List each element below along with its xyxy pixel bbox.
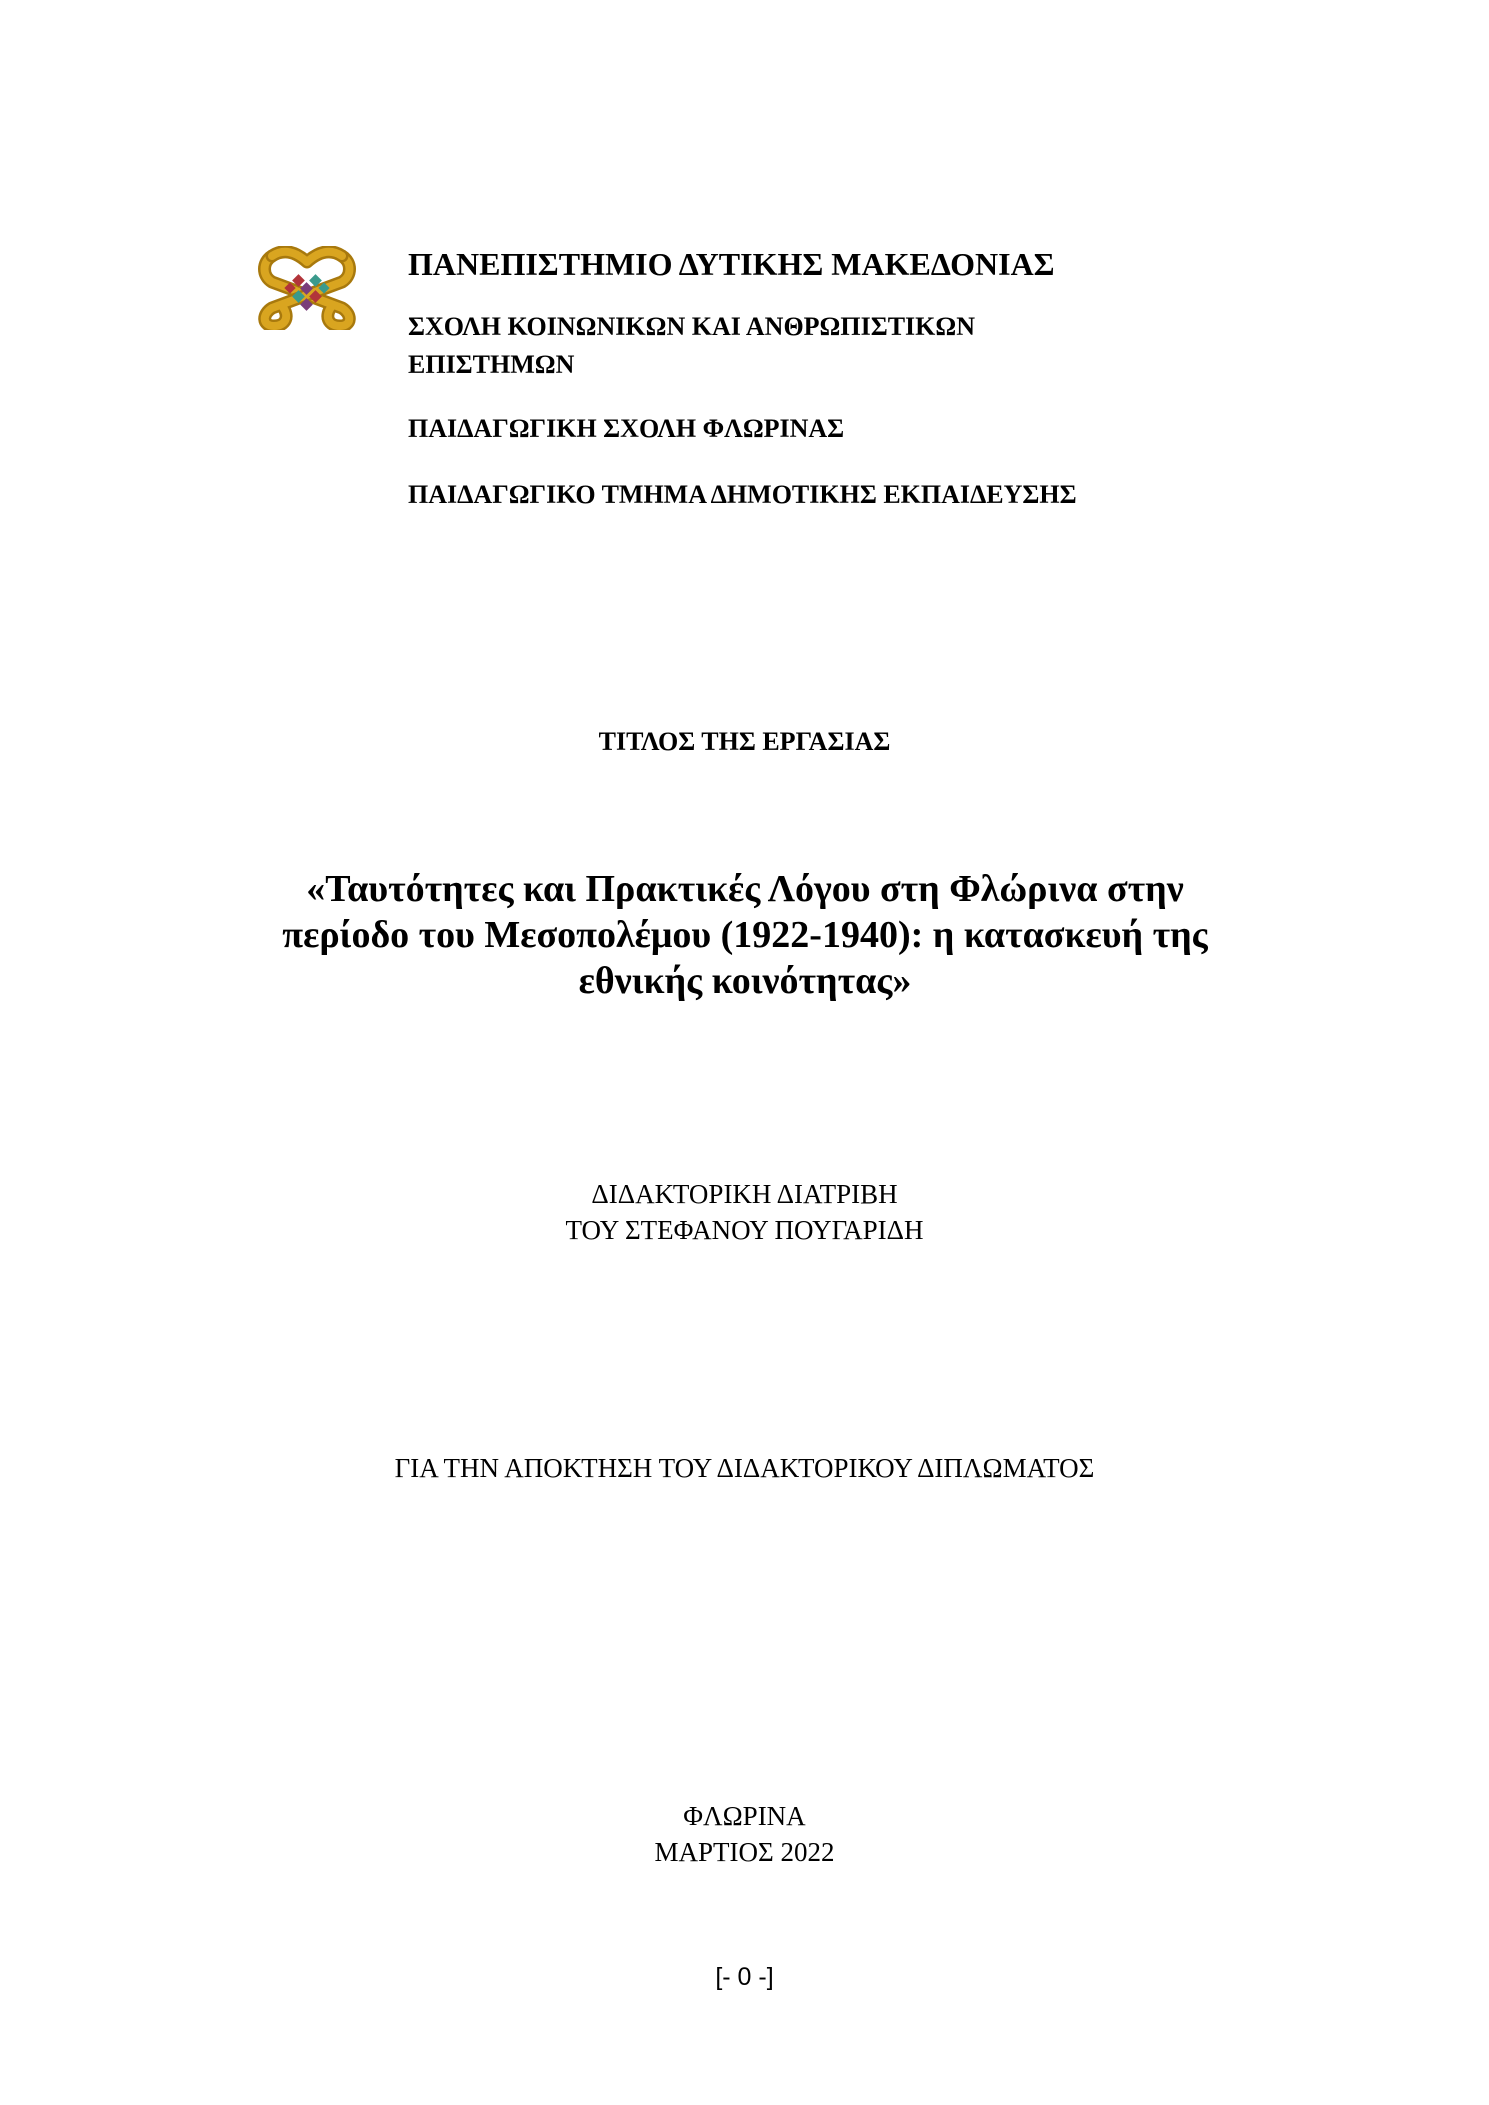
pedagogical-school-name: ΠΑΙΔΑΓΩΓΙΚΗ ΣΧΟΛΗ ΦΛΩΡΙΝΑΣ	[408, 414, 845, 443]
university-name: ΠΑΝΕΠΙΣΤΗΜΙΟ ΔΥΤΙΚΗΣ ΜΑΚΕΔΟΝΙΑΣ	[408, 246, 1055, 282]
thesis-purpose: ΓΙΑ ΤΗΝ ΑΠΟΚΤΗΣΗ ΤΟΥ ΔΙΔΑΚΤΟΡΙΚΟΥ ΔΙΠΛΩΜΑΤΟΣ	[394, 1453, 1095, 1483]
department-name: ΠΑΙΔΑΓΩΓΙΚΟ ΤΜΗΜΑ ΔΗΜΟΤΙΚΗΣ ΕΚΠΑΙΔΕΥΣΗΣ	[408, 480, 1077, 509]
page-number: [- 0 -]	[715, 1963, 774, 1991]
thesis-title	[220, 866, 1270, 1004]
thesis-type: ΔΙΔΑΚΤΟΡΙΚΗ ΔΙΑΤΡΙΒΗ	[591, 1179, 898, 1209]
thesis-author: ΤΟΥ ΣΤΕΦΑΝΟΥ ΠΟΥΓΑΡΙΔΗ	[565, 1215, 924, 1245]
date: ΜΑΡΤΙΟΣ 2022	[654, 1837, 835, 1867]
thesis-title-line-2: περίοδο του Μεσοπολέμου (1922-1940): η κατασκευή της	[282, 914, 1208, 956]
school-name	[408, 308, 1408, 384]
place: ΦΛΩΡΙΝΑ	[683, 1801, 806, 1831]
school-name-line-2: ΕΠΙΣΤΗΜΩΝ	[408, 350, 575, 379]
university-knot-logo-icon	[258, 246, 356, 330]
work-title-label: ΤΙΤΛΟΣ ΤΗΣ ΕΡΓΑΣΙΑΣ	[598, 727, 891, 756]
thesis-title-line-3: εθνικής κοινότητας»	[578, 960, 912, 1002]
thesis-type-author	[0, 1176, 1489, 1248]
school-name-line-1: ΣΧΟΛΗ ΚΟΙΝΩΝΙΚΩΝ ΚΑΙ ΑΝΘΡΩΠΙΣΤΙΚΩΝ	[408, 312, 975, 341]
place-and-date	[0, 1798, 1489, 1870]
institution-header	[408, 244, 1408, 514]
thesis-title-line-1: «Ταυτότητες και Πρακτικές Λόγου στη Φλώρινα στην	[306, 868, 1184, 910]
